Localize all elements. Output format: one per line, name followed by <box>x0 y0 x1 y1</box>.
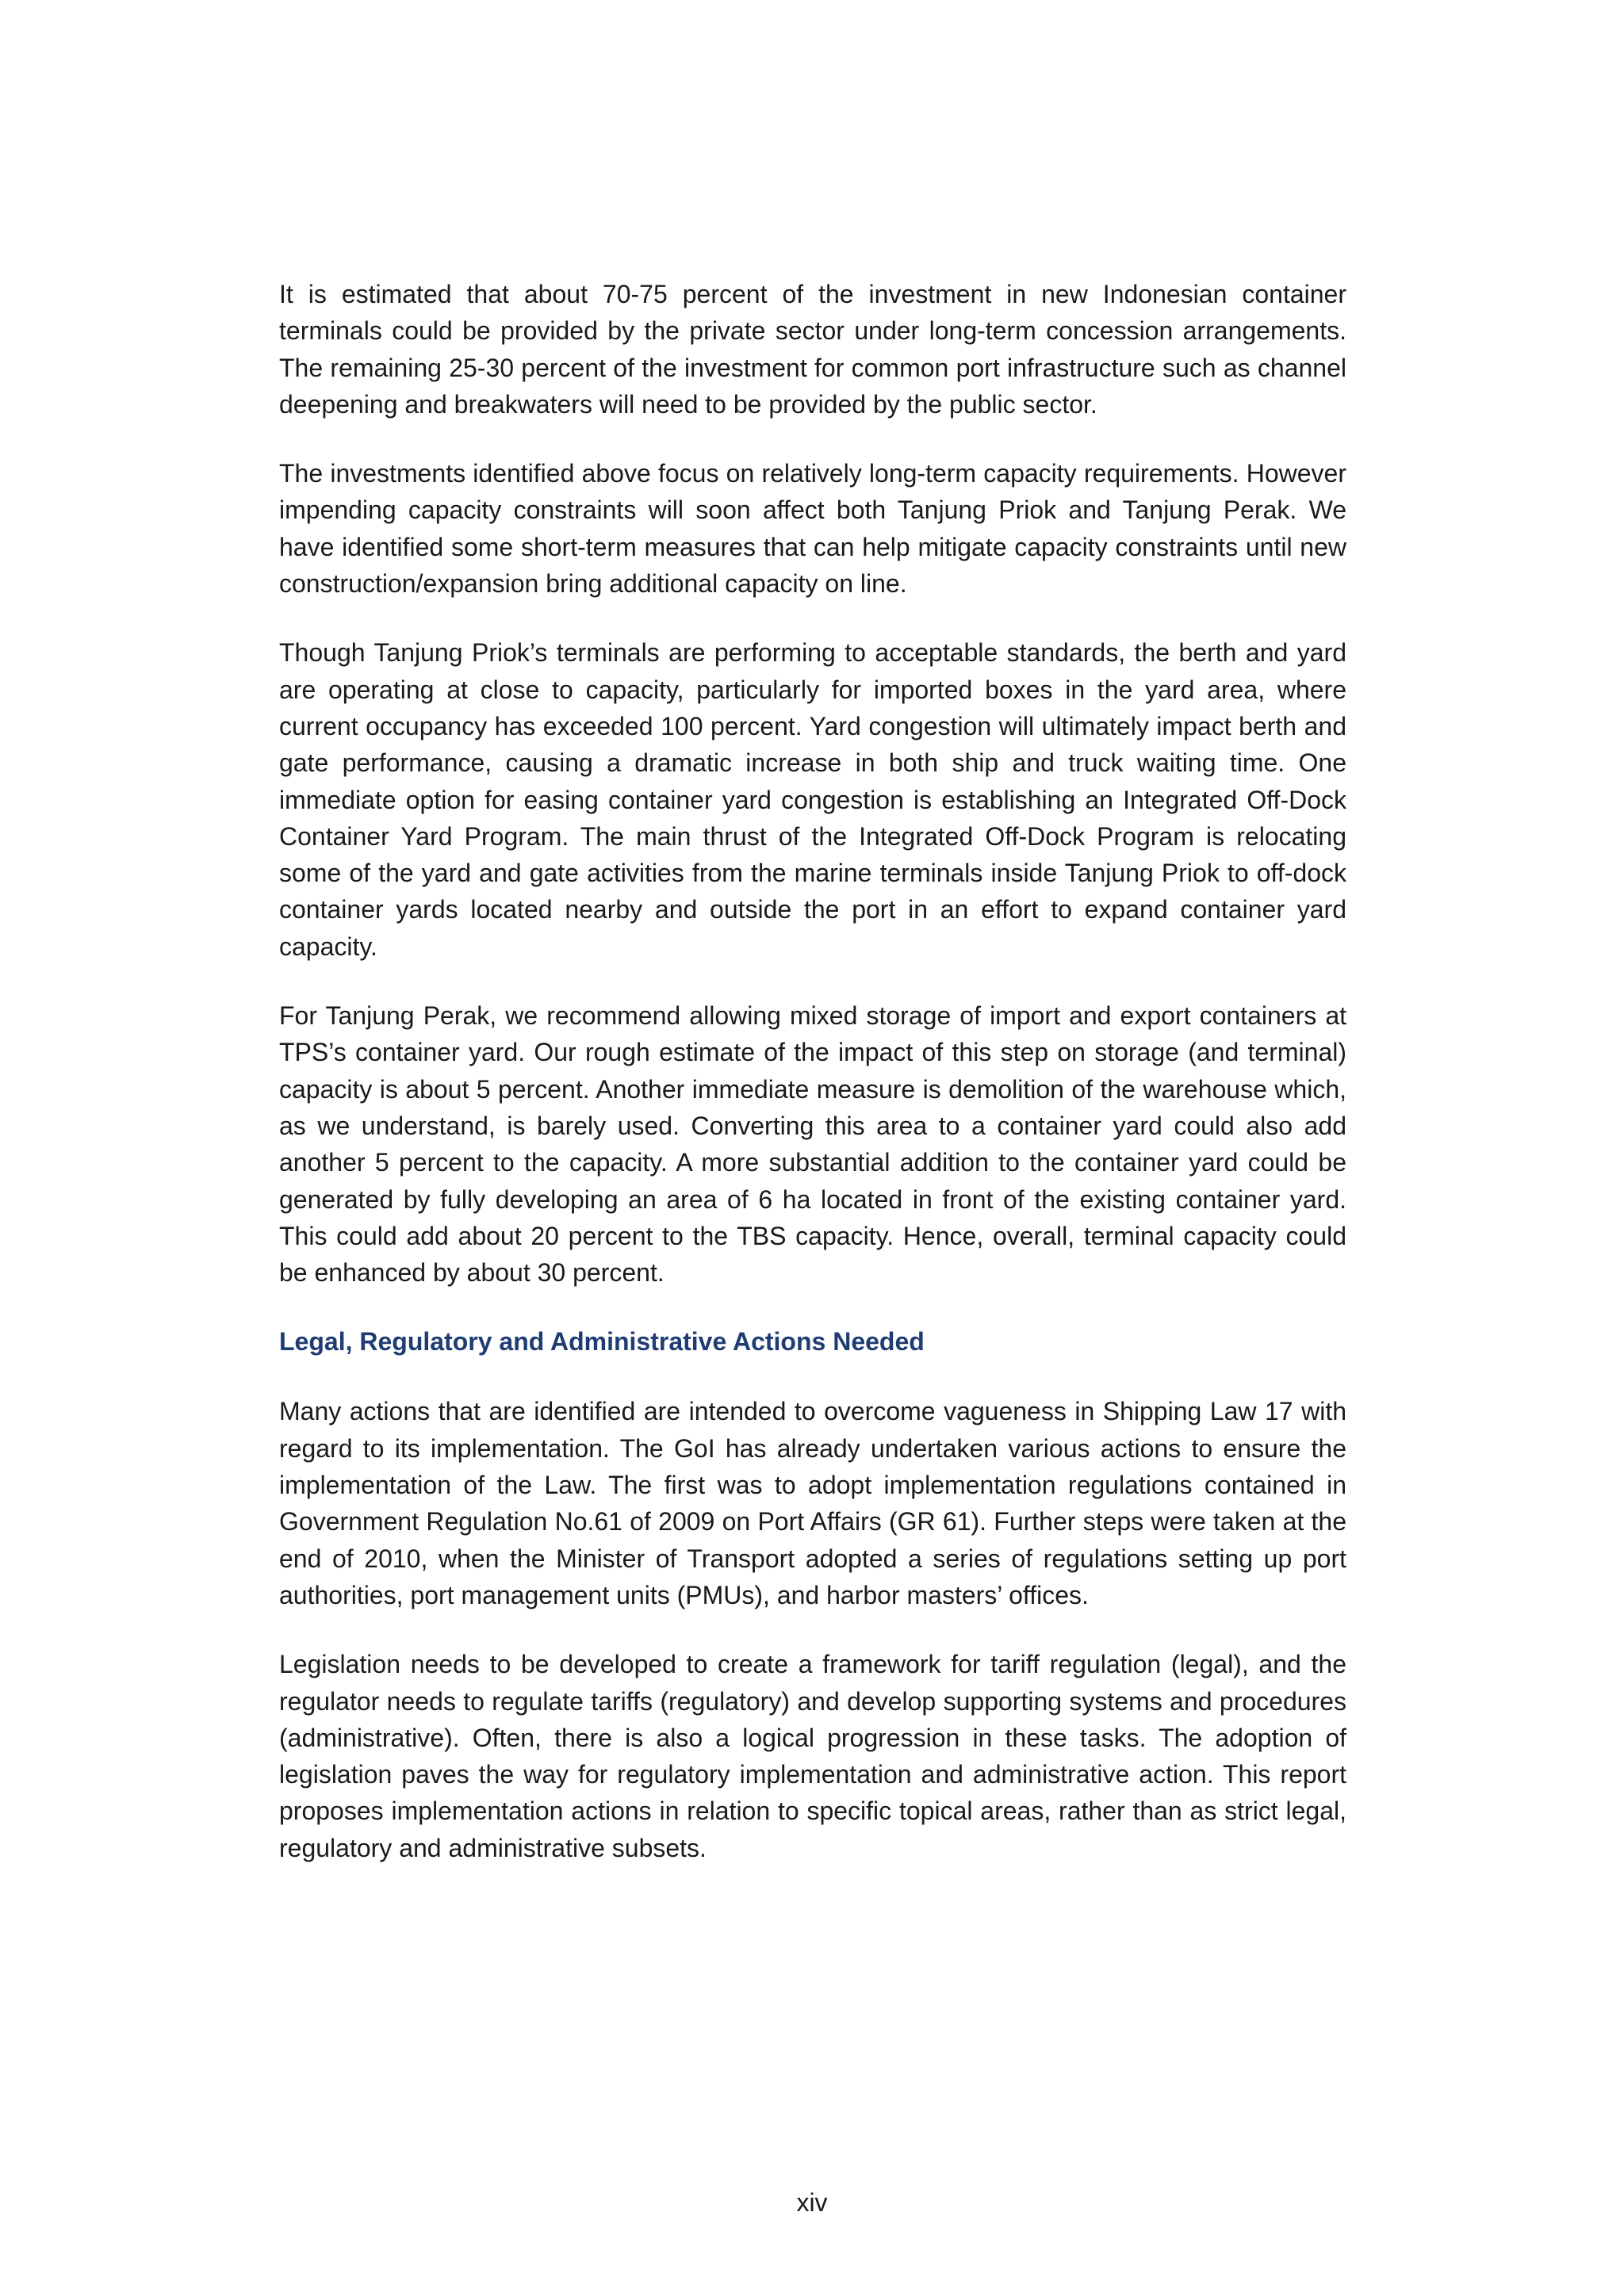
paragraph-capacity-constraints: The investments identified above focus on relatively long-term capacity requirements. However impending capacity constraints will soon affect both Tanjung Priok and Tanjung Perak. We have identified some short-term measures that can help mitigate capacity constraints until new construction/expansion bring additional capacity on line. <box>279 459 1346 599</box>
paragraph-shipping-law: Many actions that are identified are intended to overcome vagueness in Shipping Law 17 with regard to its implementation. The GoI has already undertaken various actions to ensure the implementation of the Law. The first was to adopt implementation regulations contained in Government Regulation No.61 of 2009 on Port Affairs (GR 61). Further steps were taken at the end of 2010, when the Minister of Transport adopted a series of regulations setting up port authorities, port management units (PMUs), and harbor masters’ offices. <box>279 1397 1346 1609</box>
paragraph-legislation: Legislation needs to be developed to create a framework for tariff regulation (legal), and the regulator needs to regulate tariffs (regulatory) and develop supporting systems and procedures (administrative). Often, there is also a logical progression in these tasks. The adoption of legislation paves the way for regulatory implementation and administrative action. This report proposes implementation actions in relation to specific topical areas, rather than as strict legal, regulatory and administrative subsets. <box>279 1650 1346 1862</box>
document-body <box>279 276 1346 1899</box>
page-number: xiv <box>796 2188 828 2217</box>
paragraph-investment-split: It is estimated that about 70-75 percent of the investment in new Indonesian container terminals could be provided by the private sector under long-term concession arrangements. The remaining 25-30 percent of the investment for common port infrastructure such as channel deepening and breakwaters will need to be provided by the public sector. <box>279 280 1346 419</box>
section-heading-legal-regulatory: Legal, Regulatory and Administrative Actions Needed <box>279 1327 925 1357</box>
paragraph-tanjung-priok: Though Tanjung Priok’s terminals are performing to acceptable standards, the berth and yard are operating at close to capacity, particularly for imported boxes in the yard area, where current occupancy has exceeded 100 percent. Yard congestion will ultimately impact berth and gate performance, causing a dramatic increase in both ship and truck waiting time. One immediate option for easing container yard congestion is establishing an Integrated Off-Dock Container Yard Program. The main thrust of the Integrated Off-Dock Program is relocating some of the yard and gate activities from the marine terminals inside Tanjung Priok to off-dock container yards located nearby and outside the port in an effort to expand container yard capacity. <box>279 638 1346 961</box>
paragraph-tanjung-perak: For Tanjung Perak, we recommend allowing mixed storage of import and export containers at TPS’s container yard. Our rough estimate of the impact of this step on storage (and terminal) capacity is about 5 percent. Another immediate measure is demolition of the warehouse which, as we understand, is barely used. Converting this area to a container yard could also add another 5 percent to the capacity. A more substantial addition to the container yard could be generated by fully developing an area of 6 ha located in front of the existing container yard. This could add about 20 percent to the TBS capacity. Hence, overall, terminal capacity could be enhanced by about 30 percent. <box>279 1001 1346 1288</box>
